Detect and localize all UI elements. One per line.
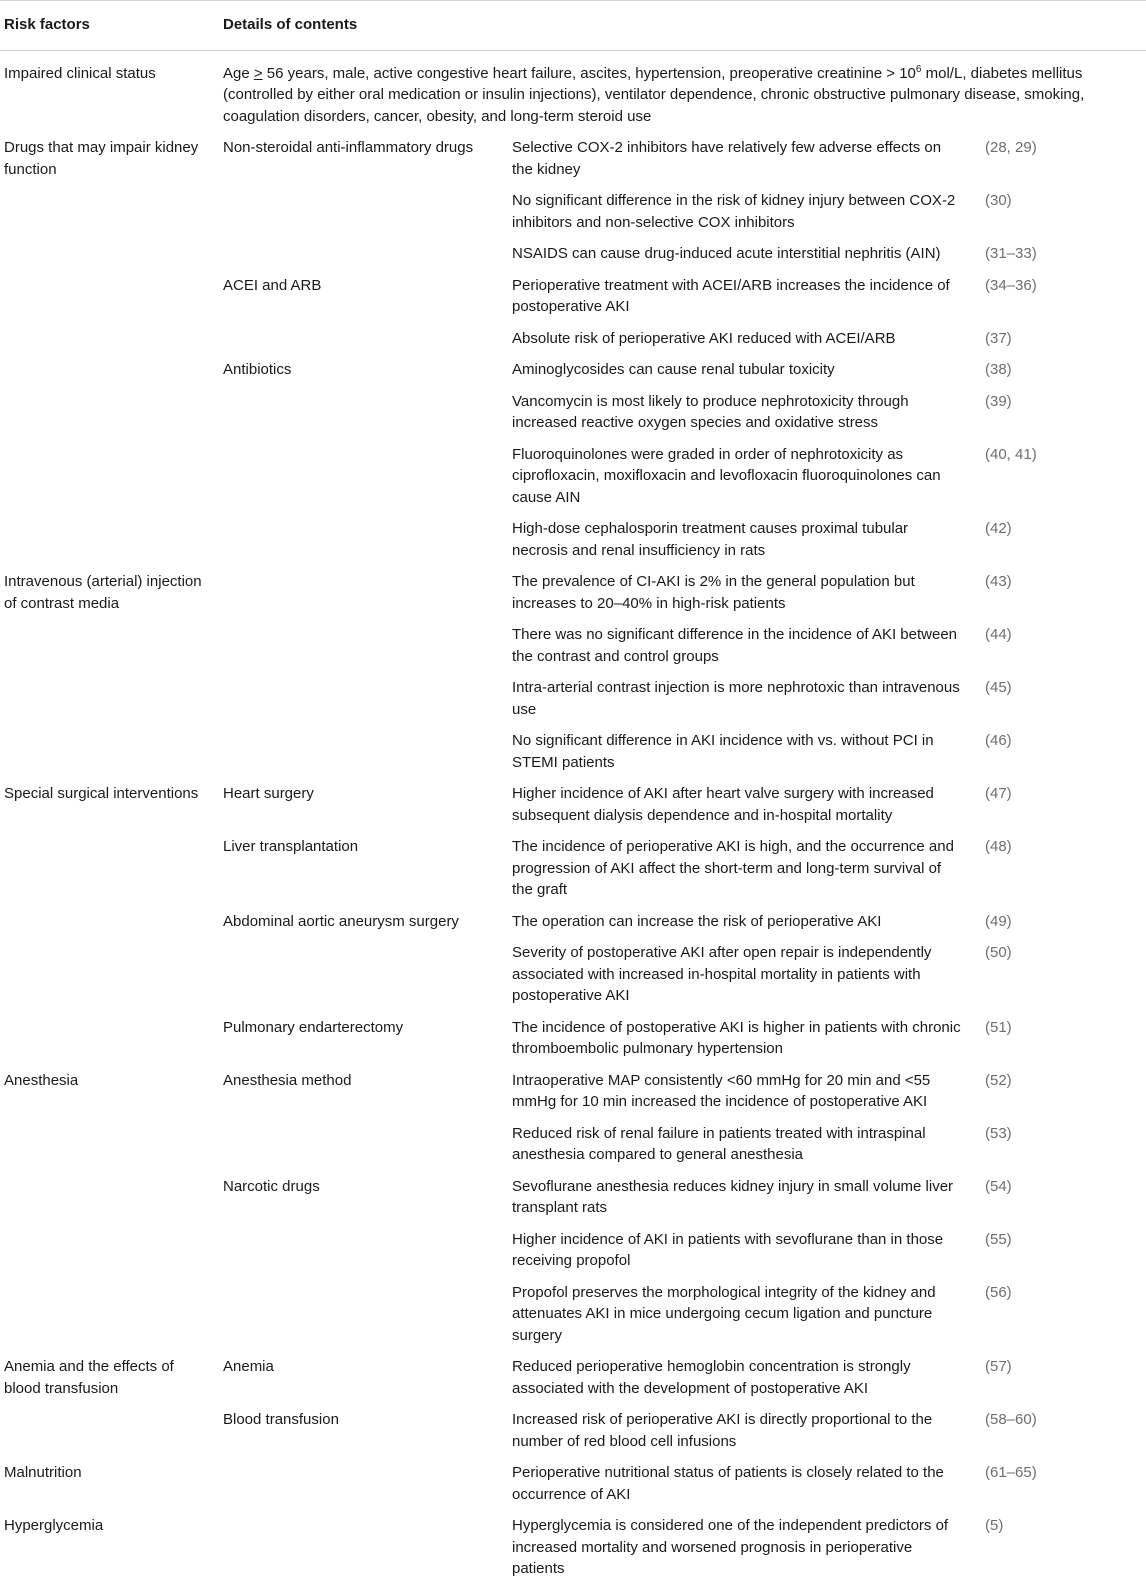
subcategory-cell: Liver transplantation <box>223 838 359 855</box>
table-row <box>0 354 1146 386</box>
detail-cell: Vancomycin is most likely to produce nephrotoxicity through increased reactive oxygen species and oxidative stress <box>512 392 909 431</box>
table-row <box>0 725 1146 778</box>
detail-cell: The incidence of postoperative AKI is higher in patients with chronic thromboembolic pulmonary hypertension <box>512 1018 961 1057</box>
risk-factor-cell: Intravenous (arterial) injection of contrast media <box>4 573 202 612</box>
subcategory-cell: Anemia <box>223 1358 274 1375</box>
table-row <box>0 1457 1146 1510</box>
details-text-mid: 56 years, male, active congestive heart failure, ascites, hypertension, preoperative creatinine > 10 <box>262 64 916 82</box>
details-cell <box>223 50 1146 132</box>
subcategory-cell <box>223 238 508 270</box>
detail-cell: Propofol preserves the morphological integrity of the kidney and attenuates AKI in mice undergoing cecum ligation and puncture surgery <box>512 1283 936 1344</box>
reference-cell: (5) <box>985 1517 1004 1534</box>
reference-cell: (38) <box>985 361 1012 378</box>
reference-cell: (44) <box>985 626 1012 643</box>
reference-cell: (37) <box>985 329 1012 347</box>
subcategory-cell <box>223 1224 508 1277</box>
detail-cell: Aminoglycosides can cause renal tubular toxicity <box>512 361 835 378</box>
table-row <box>0 1277 1146 1352</box>
detail-cell: Intra-arterial contrast injection is more nephrotoxic than intravenous use <box>512 679 960 718</box>
table-row <box>0 1171 1146 1224</box>
table-row <box>0 619 1146 672</box>
table-row <box>0 238 1146 270</box>
risk-factor-cell <box>0 439 223 514</box>
table-row <box>0 937 1146 1012</box>
detail-cell: Increased risk of perioperative AKI is directly proportional to the number of red blood cell infusions <box>512 1411 933 1450</box>
risk-factor-cell: Special surgical interventions <box>4 785 199 802</box>
reference-cell: (39) <box>985 392 1012 410</box>
table-row <box>0 1404 1146 1457</box>
risk-factor-cell <box>0 1118 223 1171</box>
risk-factor-cell <box>0 1012 223 1065</box>
reference-cell: (46) <box>985 732 1012 749</box>
table-row <box>0 1351 1146 1404</box>
risk-factor-cell: Anesthesia <box>4 1071 79 1089</box>
reference-cell: (47) <box>985 785 1012 802</box>
risk-factor-cell: Anemia and the effects of blood transfusion <box>4 1358 174 1397</box>
detail-cell: Hyperglycemia is considered one of the independent predictors of increased mortality and worsened prognosis in perioperative patients <box>512 1517 949 1577</box>
risk-factor-cell <box>0 1404 223 1457</box>
table-row <box>0 831 1146 906</box>
risk-factor-cell <box>0 238 223 270</box>
table-row <box>0 1118 1146 1171</box>
table-row <box>0 270 1146 323</box>
table-body <box>0 50 1146 1586</box>
subcategory-cell <box>223 1118 508 1171</box>
detail-cell: High-dose cephalosporin treatment causes proximal tubular necrosis and renal insufficiency in rats <box>512 520 909 559</box>
subcategory-cell <box>223 725 508 778</box>
table-row <box>0 1012 1146 1065</box>
detail-cell: Fluoroquinolones were graded in order of nephrotoxicity as ciprofloxacin, moxifloxacin and levofloxacin fluoroquinolones can cause AIN <box>512 445 941 506</box>
detail-cell: Severity of postoperative AKI after open repair is independently associated with increased in-hospital mortality in patients with postoperative AKI <box>512 944 932 1004</box>
table-row <box>0 323 1146 355</box>
risk-factor-cell <box>0 270 223 323</box>
risk-factor-cell <box>0 1277 223 1352</box>
detail-cell: Selective COX-2 inhibitors have relatively few adverse effects on the kidney <box>512 139 942 178</box>
subcategory-cell: Abdominal aortic aneurysm surgery <box>223 912 459 930</box>
risk-factor-cell: Malnutrition <box>4 1464 82 1481</box>
risk-factor-cell <box>0 619 223 672</box>
detail-cell: Reduced risk of renal failure in patients treated with intraspinal anesthesia compared to general anesthesia <box>512 1124 926 1163</box>
detail-cell: Higher incidence of AKI after heart valve surgery with increased subsequent dialysis dependence and in-hospital mortality <box>512 785 934 824</box>
detail-cell: Perioperative treatment with ACEI/ARB increases the incidence of postoperative AKI <box>512 276 950 315</box>
reference-cell: (61–65) <box>985 1464 1037 1481</box>
detail-cell: Perioperative nutritional status of patients is closely related to the occurrence of AKI <box>512 1464 944 1503</box>
table-row-impaired-clinical-status <box>0 50 1146 132</box>
table-row <box>0 778 1146 831</box>
subcategory-cell <box>223 1510 508 1586</box>
subcategory-cell <box>223 323 508 355</box>
reference-cell: (52) <box>985 1071 1012 1089</box>
risk-factor-cell <box>0 672 223 725</box>
detail-cell: No significant difference in the risk of kidney injury between COX-2 inhibitors and non-selective COX inhibitors <box>512 192 956 231</box>
detail-cell: The incidence of perioperative AKI is high, and the occurrence and progression of AKI affect the short-term and long-term survival of the graft <box>512 838 954 898</box>
reference-cell: (28, 29) <box>985 139 1037 156</box>
subcategory-cell <box>223 937 508 1012</box>
detail-cell: NSAIDS can cause drug-induced acute interstitial nephritis (AIN) <box>512 245 941 262</box>
detail-cell: Reduced perioperative hemoglobin concentration is strongly associated with the development of postoperative AKI <box>512 1358 911 1397</box>
detail-cell: Sevoflurane anesthesia reduces kidney injury in small volume liver transplant rats <box>512 1177 954 1216</box>
table-row <box>0 672 1146 725</box>
risk-factor-cell: Drugs that may impair kidney function <box>4 139 199 178</box>
table-row <box>0 1224 1146 1277</box>
subcategory-cell: Antibiotics <box>223 361 292 378</box>
reference-cell: (31–33) <box>985 245 1037 262</box>
detail-cell: Higher incidence of AKI in patients with sevoflurane than in those receiving propofol <box>512 1230 944 1269</box>
reference-cell: (50) <box>985 944 1012 961</box>
header-risk-factors: Risk factors <box>0 1 223 51</box>
reference-cell: (49) <box>985 912 1012 930</box>
risk-factor-cell <box>0 1171 223 1224</box>
subcategory-cell: Narcotic drugs <box>223 1177 320 1195</box>
detail-cell: There was no significant difference in the incidence of AKI between the contrast and control groups <box>512 626 957 665</box>
subcategory-cell: Anesthesia method <box>223 1071 352 1089</box>
risk-factor-cell <box>0 725 223 778</box>
risk-factor-cell <box>0 1224 223 1277</box>
risk-factor-cell <box>0 354 223 386</box>
reference-cell: (53) <box>985 1124 1012 1142</box>
reference-cell: (55) <box>985 1230 1012 1248</box>
detail-cell: No significant difference in AKI incidence with vs. without PCI in STEMI patients <box>512 732 934 771</box>
subcategory-cell: Heart surgery <box>223 785 314 802</box>
subcategory-cell: Non-steroidal anti-inflammatory drugs <box>223 139 474 156</box>
subcategory-cell <box>223 185 508 238</box>
table-row <box>0 185 1146 238</box>
table-row <box>0 1510 1146 1586</box>
risk-factor-cell <box>0 386 223 439</box>
table-row <box>0 513 1146 566</box>
reference-cell: (34–36) <box>985 276 1037 294</box>
header-details: Details of contents <box>223 1 1146 51</box>
risk-factor-cell: Hyperglycemia <box>4 1517 104 1534</box>
risk-factor-cell <box>0 831 223 906</box>
risk-factor-cell <box>0 513 223 566</box>
reference-cell: (48) <box>985 838 1012 855</box>
risk-factor-cell <box>0 937 223 1012</box>
risk-factor-cell <box>0 323 223 355</box>
subcategory-cell <box>223 619 508 672</box>
reference-cell: (43) <box>985 573 1012 590</box>
table-row <box>0 439 1146 514</box>
table-row <box>0 132 1146 185</box>
subcategory-cell: Blood transfusion <box>223 1411 339 1428</box>
table-row <box>0 906 1146 938</box>
subcategory-cell <box>223 386 508 439</box>
reference-cell: (40, 41) <box>985 445 1037 463</box>
subcategory-cell: ACEI and ARB <box>223 276 322 294</box>
reference-cell: (54) <box>985 1177 1012 1195</box>
table-row <box>0 566 1146 619</box>
geq-symbol: > <box>253 64 263 82</box>
subcategory-cell <box>223 1277 508 1352</box>
detail-cell: The operation can increase the risk of perioperative AKI <box>512 912 882 930</box>
risk-factor-cell <box>0 185 223 238</box>
reference-cell: (51) <box>985 1018 1012 1036</box>
details-text-pre: Age <box>223 64 254 82</box>
table-header <box>0 1 1146 51</box>
table-row <box>0 1065 1146 1118</box>
subcategory-cell <box>223 513 508 566</box>
detail-cell: The prevalence of CI-AKI is 2% in the general population but increases to 20–40% in high-risk patients <box>512 573 915 612</box>
subcategory-cell <box>223 672 508 725</box>
risk-factor-cell: Impaired clinical status <box>4 64 156 82</box>
reference-cell: (30) <box>985 192 1012 209</box>
reference-cell: (56) <box>985 1283 1012 1301</box>
reference-cell: (57) <box>985 1358 1012 1375</box>
risk-factor-cell <box>0 906 223 938</box>
detail-cell: Absolute risk of perioperative AKI reduced with ACEI/ARB <box>512 329 896 347</box>
subcategory-cell: Pulmonary endarterectomy <box>223 1018 404 1036</box>
reference-cell: (42) <box>985 520 1012 537</box>
reference-cell: (58–60) <box>985 1411 1037 1428</box>
superscript-exponent: 6 <box>915 63 922 75</box>
subcategory-cell <box>223 1457 508 1510</box>
details-text-post: mol/L, diabetes mellitus (controlled by either oral medication or insulin injections), ventilator dependence, chronic obstructive pulmonary disease, smoking, coagulation disorders, cancer, obesity, and long-term steroid use <box>223 64 1085 125</box>
reference-cell: (45) <box>985 679 1012 696</box>
detail-cell: Intraoperative MAP consistently <60 mmHg for 20 min and <55 mmHg for 10 min increased the incidence of postoperative AKI <box>512 1071 931 1110</box>
subcategory-cell <box>223 566 508 619</box>
subcategory-cell <box>223 439 508 514</box>
table-row <box>0 386 1146 439</box>
